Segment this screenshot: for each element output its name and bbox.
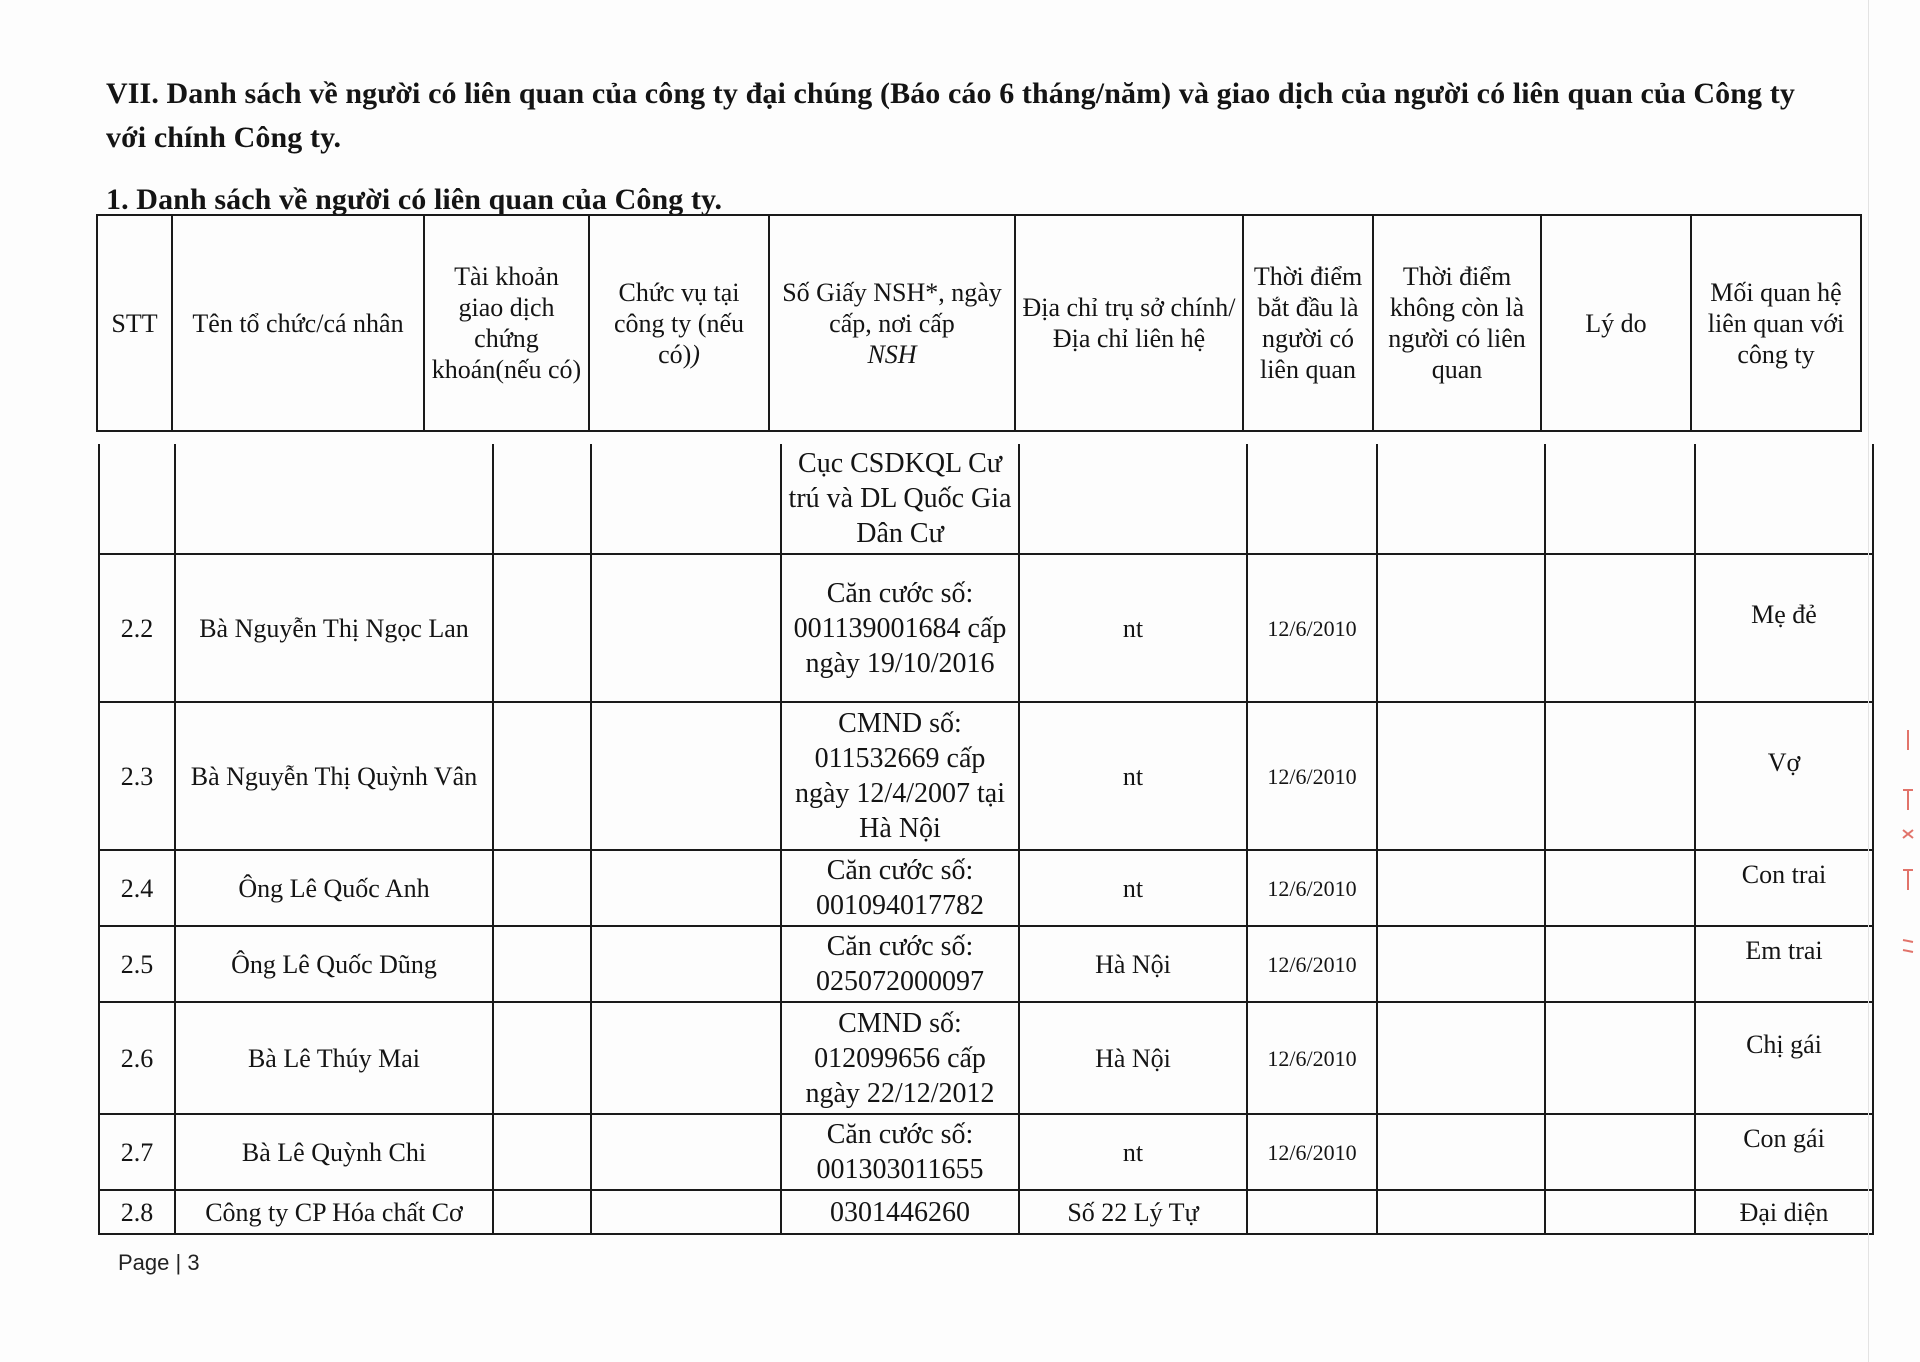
cell-nsh: Căn cước số: 001303011655 <box>781 1114 1019 1190</box>
cell-address: nt <box>1019 850 1247 926</box>
cell-stt: 2.6 <box>99 1002 175 1114</box>
cell-nsh: Căn cước số: 001139001684 cấp ngày 19/10/2016 <box>781 554 1019 702</box>
cell-account <box>493 926 591 1002</box>
cell-nsh: Căn cước số: 001094017782 <box>781 850 1019 926</box>
cell-start <box>1247 444 1377 554</box>
table-row <box>99 702 1873 850</box>
table-row <box>99 1002 1873 1114</box>
cell-name: Bà Nguyễn Thị Quỳnh Vân <box>175 702 493 850</box>
cell-stt: 2.7 <box>99 1114 175 1190</box>
cell-end <box>1377 702 1545 850</box>
cell-position <box>591 926 781 1002</box>
cell-relation: Đại diện <box>1695 1190 1873 1234</box>
cell-position <box>591 444 781 554</box>
cell-stt: 2.2 <box>99 554 175 702</box>
cell-stt: 2.3 <box>99 702 175 850</box>
cell-end <box>1377 1002 1545 1114</box>
header-name: Tên tổ chức/cá nhân <box>172 215 424 431</box>
cell-end <box>1377 1190 1545 1234</box>
related-persons-body-table <box>98 444 1874 1235</box>
cell-relation-text: Con gái <box>1743 1123 1825 1153</box>
cell-start: 12/6/2010 <box>1247 554 1377 702</box>
cell-nsh: CMND số: 012099656 cấp ngày 22/12/2012 <box>781 1002 1019 1114</box>
cell-account <box>493 1114 591 1190</box>
table-row <box>99 850 1873 926</box>
header-nsh-text: Số Giấy NSH*, ngày cấp, nơi cấp <box>782 277 1002 338</box>
header-nsh-italic: NSH <box>867 339 917 369</box>
table-row <box>99 554 1873 702</box>
cell-relation <box>1695 1114 1873 1190</box>
cell-account <box>493 444 591 554</box>
cell-address: Hà Nội <box>1019 1002 1247 1114</box>
cell-nsh: CMND số: 011532669 cấp ngày 12/4/2007 tại Hà Nội <box>781 702 1019 850</box>
cell-relation <box>1695 702 1873 850</box>
cell-name: Bà Lê Thúy Mai <box>175 1002 493 1114</box>
cell-start: 12/6/2010 <box>1247 1114 1377 1190</box>
table-row <box>99 444 1873 554</box>
cell-nsh: Cục CSDKQL Cư trú và DL Quốc Gia Dân Cư <box>781 444 1019 554</box>
cell-relation <box>1695 850 1873 926</box>
cell-name: Bà Lê Quỳnh Chi <box>175 1114 493 1190</box>
header-relation: Mối quan hệ liên quan với công ty <box>1691 215 1861 431</box>
cell-position <box>591 554 781 702</box>
cell-address: Số 22 Lý Tự <box>1019 1190 1247 1234</box>
cell-relation <box>1695 444 1873 554</box>
header-stt: STT <box>97 215 172 431</box>
cell-nsh: Căn cước số: 025072000097 <box>781 926 1019 1002</box>
table-row <box>99 926 1873 1002</box>
cell-address <box>1019 444 1247 554</box>
cell-end <box>1377 850 1545 926</box>
cell-relation-text: Em trai <box>1745 935 1823 965</box>
cell-reason <box>1545 850 1695 926</box>
header-row <box>97 215 1861 431</box>
cell-nsh: 0301446260 <box>781 1190 1019 1234</box>
cell-stt: 2.4 <box>99 850 175 926</box>
cell-end <box>1377 1114 1545 1190</box>
cell-address: Hà Nội <box>1019 926 1247 1002</box>
header-end: Thời điểm không còn là người có liên quan <box>1373 215 1541 431</box>
cell-relation-text: Con trai <box>1741 859 1827 889</box>
cell-reason <box>1545 1002 1695 1114</box>
header-position-text: Chức vụ tại công ty (nếu có) <box>614 277 744 369</box>
cell-position <box>591 850 781 926</box>
cell-relation <box>1695 1002 1873 1114</box>
cell-stt: 2.8 <box>99 1190 175 1234</box>
subsection-heading: 1. Danh sách về người có liên quan của Công ty. <box>106 183 723 216</box>
cell-relation <box>1695 926 1873 1002</box>
cell-end <box>1377 444 1545 554</box>
cell-start: 12/6/2010 <box>1247 850 1377 926</box>
table-row <box>99 1114 1873 1190</box>
cell-address: nt <box>1019 702 1247 850</box>
section-heading: VII. Danh sách về người có liên quan của công ty đại chúng (Báo cáo 6 tháng/năm) và giao dịch của người có liên quan của Công ty với chính Công ty. <box>106 77 1795 154</box>
cell-account <box>493 554 591 702</box>
cell-reason <box>1545 1190 1695 1234</box>
cell-reason <box>1545 1114 1695 1190</box>
header-nsh <box>769 215 1015 431</box>
cell-position <box>591 702 781 850</box>
cell-end <box>1377 554 1545 702</box>
cell-start: 12/6/2010 <box>1247 702 1377 850</box>
stamp-fragment-icon <box>1900 720 1916 980</box>
page-edge-shadow <box>1868 0 1869 1362</box>
cell-reason <box>1545 554 1695 702</box>
cell-address: nt <box>1019 554 1247 702</box>
cell-start: 12/6/2010 <box>1247 1002 1377 1114</box>
cell-relation-text: Chị gái <box>1746 1029 1822 1059</box>
cell-start <box>1247 1190 1377 1234</box>
cell-account <box>493 850 591 926</box>
header-position <box>589 215 769 431</box>
cell-relation <box>1695 554 1873 702</box>
related-persons-header-table <box>96 214 1862 432</box>
cell-account <box>493 1190 591 1234</box>
cell-reason <box>1545 926 1695 1002</box>
cell-reason <box>1545 444 1695 554</box>
cell-relation-text: Vợ <box>1767 747 1801 777</box>
cell-relation-text: Mẹ đẻ <box>1751 599 1817 629</box>
cell-position <box>591 1114 781 1190</box>
header-position-tail: ) <box>691 339 700 369</box>
cell-account <box>493 1002 591 1114</box>
cell-end <box>1377 926 1545 1002</box>
cell-reason <box>1545 702 1695 850</box>
cell-stt <box>99 444 175 554</box>
cell-start: 12/6/2010 <box>1247 926 1377 1002</box>
cell-name: Công ty CP Hóa chất Cơ <box>175 1190 493 1234</box>
header-account: Tài khoản giao dịch chứng khoán(nếu có) <box>424 215 589 431</box>
header-reason: Lý do <box>1541 215 1691 431</box>
cell-name: Ông Lê Quốc Anh <box>175 850 493 926</box>
cell-account <box>493 702 591 850</box>
header-start: Thời điểm bắt đầu là người có liên quan <box>1243 215 1373 431</box>
cell-name <box>175 444 493 554</box>
cell-name: Ông Lê Quốc Dũng <box>175 926 493 1002</box>
cell-position <box>591 1002 781 1114</box>
cell-stt: 2.5 <box>99 926 175 1002</box>
cell-address: nt <box>1019 1114 1247 1190</box>
header-address: Địa chỉ trụ sở chính/ Địa chỉ liên hệ <box>1015 215 1243 431</box>
cell-name: Bà Nguyễn Thị Ngọc Lan <box>175 554 493 702</box>
table-row <box>99 1190 1873 1234</box>
cell-position <box>591 1190 781 1234</box>
page-footer: Page | 3 <box>118 1250 200 1275</box>
